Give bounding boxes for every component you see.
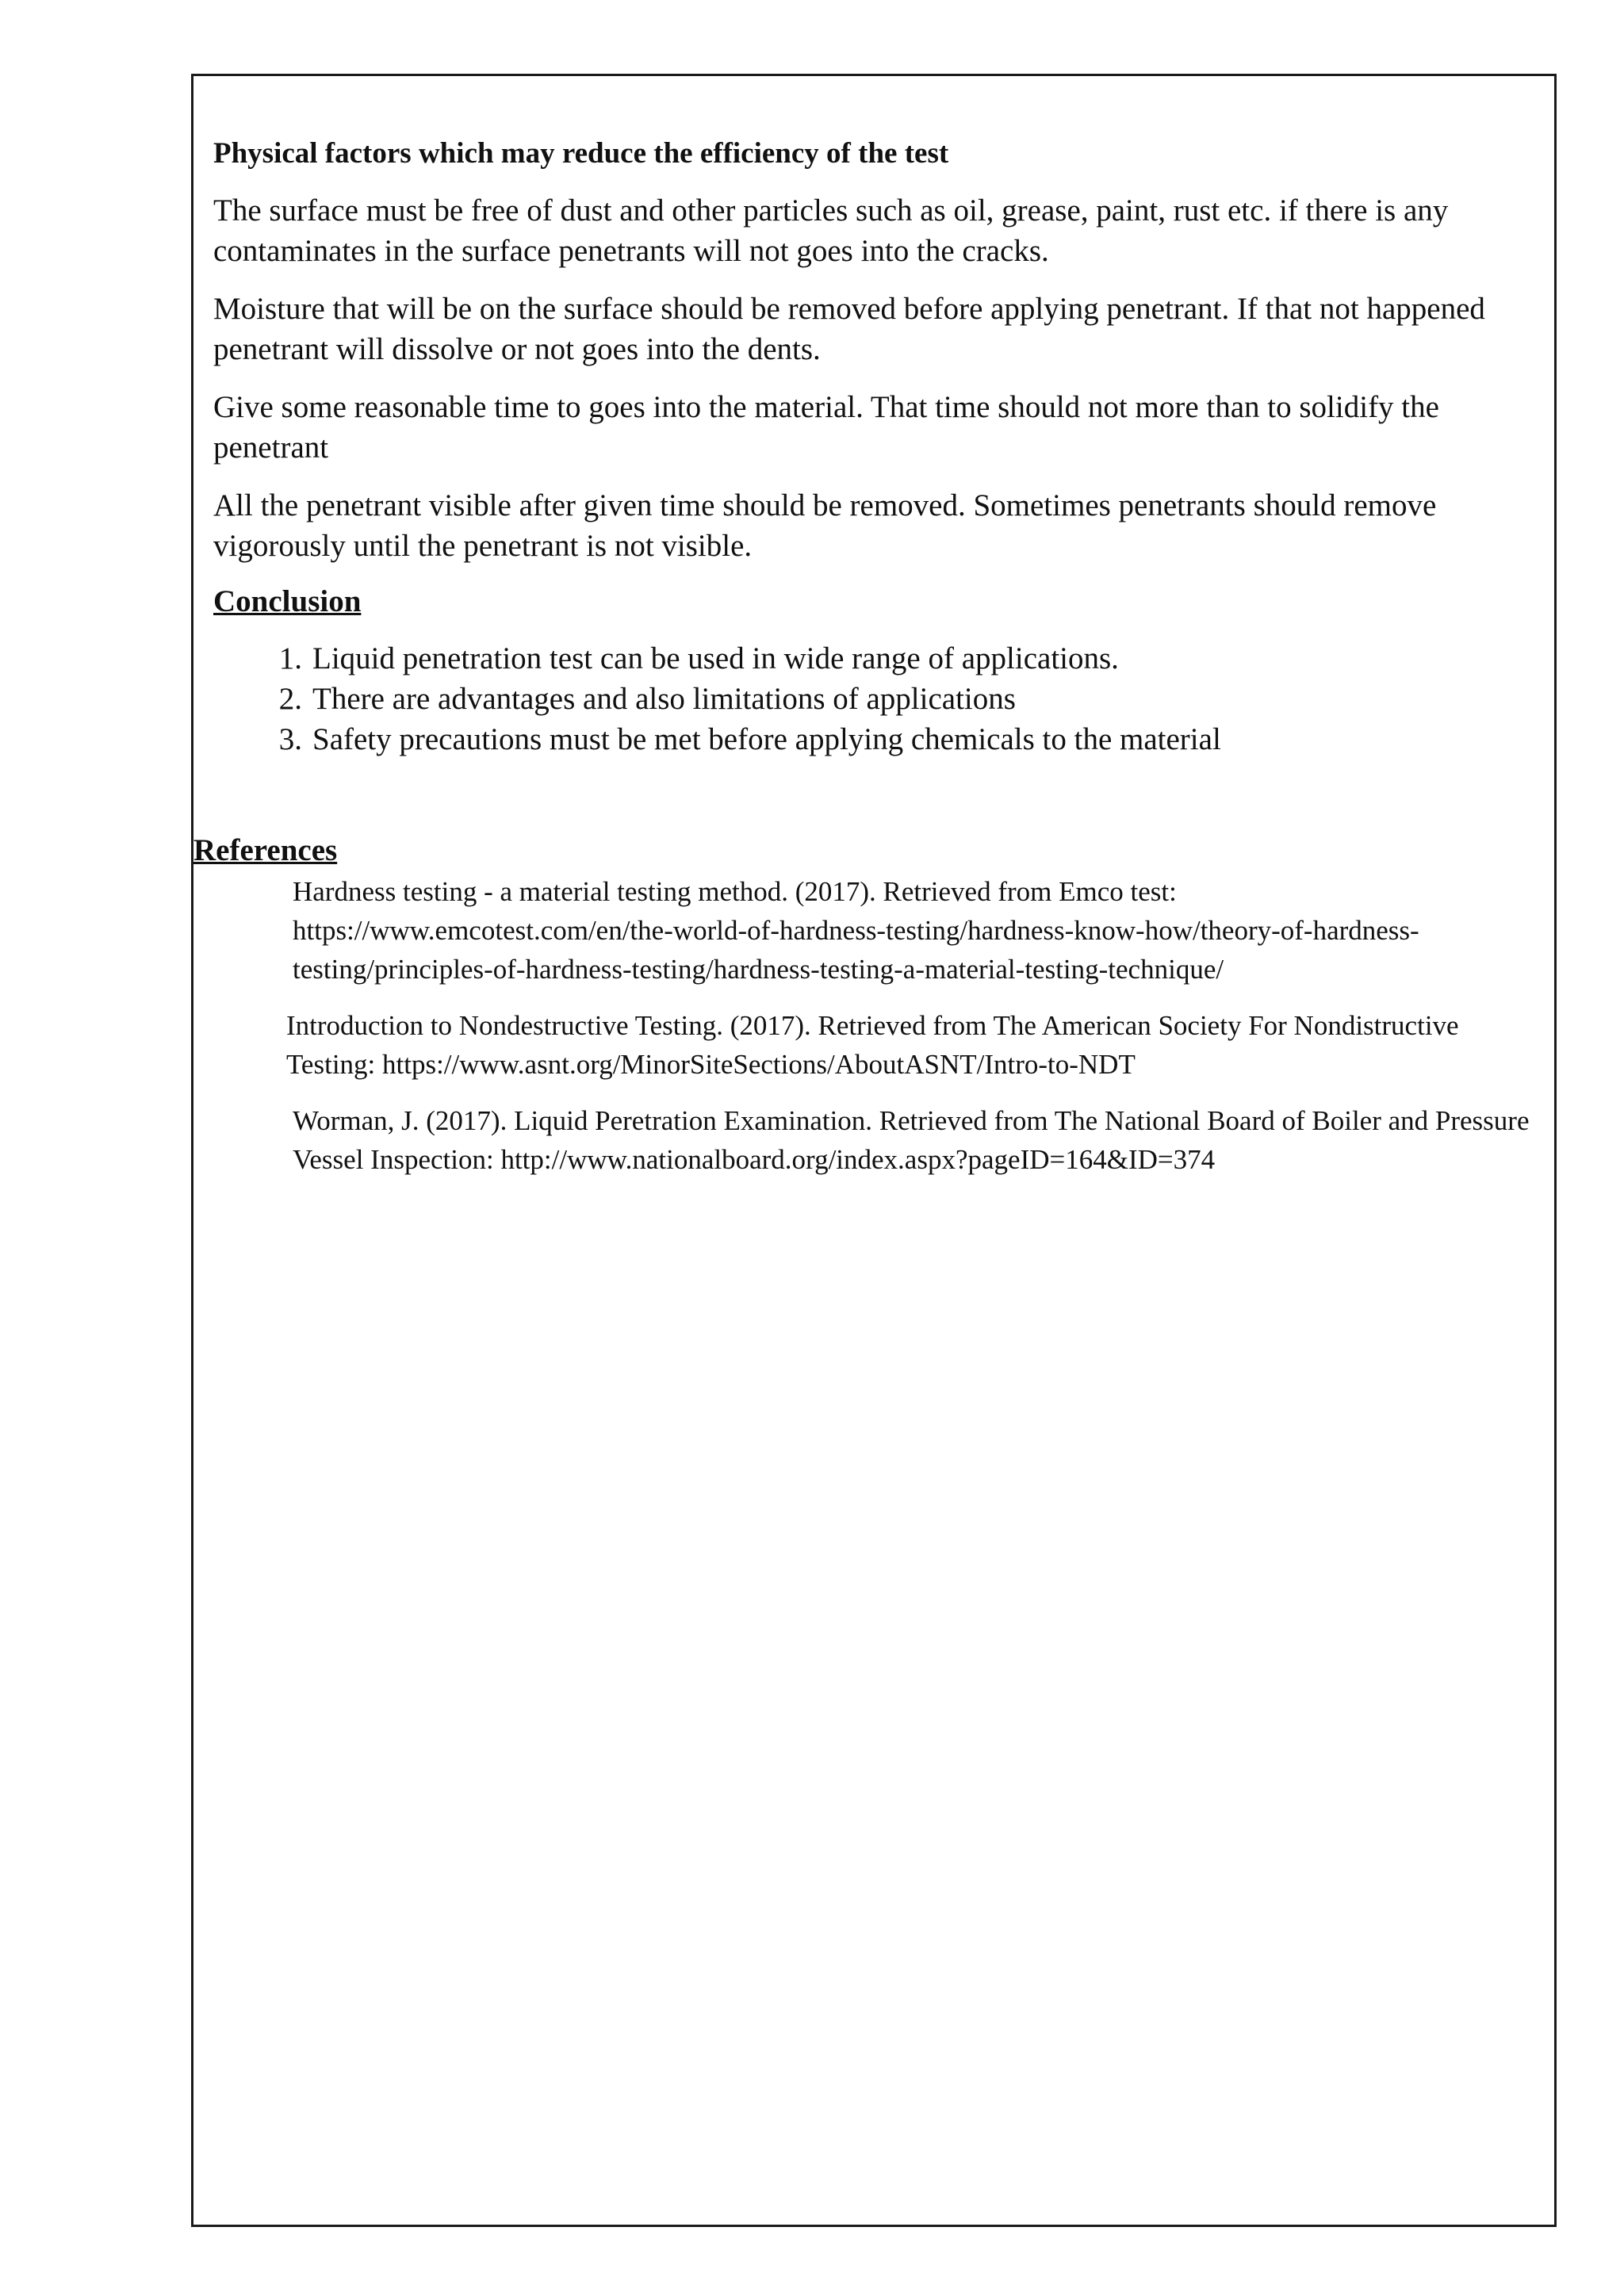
paragraph-moisture: Moisture that will be on the surface should be removed before applying penetrant. If that not happened penetrant will dissolve or not goes into the dents. bbox=[213, 292, 1485, 367]
conclusion-list bbox=[213, 638, 1542, 760]
paragraph-removal: All the penetrant visible after given time should be removed. Sometimes penetrants should remove vigorously until the penetrant is not visible. bbox=[213, 488, 1437, 564]
conclusion-heading: Conclusion bbox=[213, 584, 362, 619]
list-number: 2. bbox=[278, 682, 302, 717]
document-body bbox=[213, 136, 1542, 760]
paragraph-surface: The surface must be free of dust and other particles such as oil, grease, paint, rust etc. if there is any contaminates in the surface penetrants will not goes into the cracks. bbox=[213, 193, 1449, 269]
list-number: 1. bbox=[278, 641, 302, 676]
references-list bbox=[286, 872, 1538, 1196]
list-item bbox=[213, 638, 1542, 679]
references-heading: References bbox=[193, 833, 338, 867]
list-text: There are advantages and also limitations of applications bbox=[312, 682, 1016, 717]
list-item bbox=[213, 719, 1542, 760]
list-item bbox=[213, 679, 1542, 719]
reference-entry: Introduction to Nondestructive Testing. (2017). Retrieved from The American Society For Nondistructive Testing: https://www.asnt.org/MinorSiteSections/AboutASNT/Intro-to-NDT bbox=[286, 1010, 1459, 1080]
paragraph-time: Give some reasonable time to goes into the material. That time should not more than to solidify the penetrant bbox=[213, 390, 1439, 465]
list-text: Safety precautions must be met before applying chemicals to the material bbox=[312, 722, 1221, 757]
list-number: 3. bbox=[278, 722, 302, 757]
list-text: Liquid penetration test can be used in wide range of applications. bbox=[312, 641, 1119, 676]
reference-entry: Hardness testing - a material testing method. (2017). Retrieved from Emco test: https://www.emcotest.com/en/the-world-of-hardness-testing/hardness-know-how/theory-of-hardness-testing/principles-of-hardness-testing/hardness-testing-a-material-testing-technique/ bbox=[293, 876, 1419, 985]
section-heading: Physical factors which may reduce the efficiency of the test bbox=[213, 137, 949, 170]
reference-entry: Worman, J. (2017). Liquid Peretration Examination. Retrieved from The National Board of Boiler and Pressure Vessel Inspection: http://www.nationalboard.org/index.aspx?pageID=164&ID=374 bbox=[293, 1105, 1530, 1175]
